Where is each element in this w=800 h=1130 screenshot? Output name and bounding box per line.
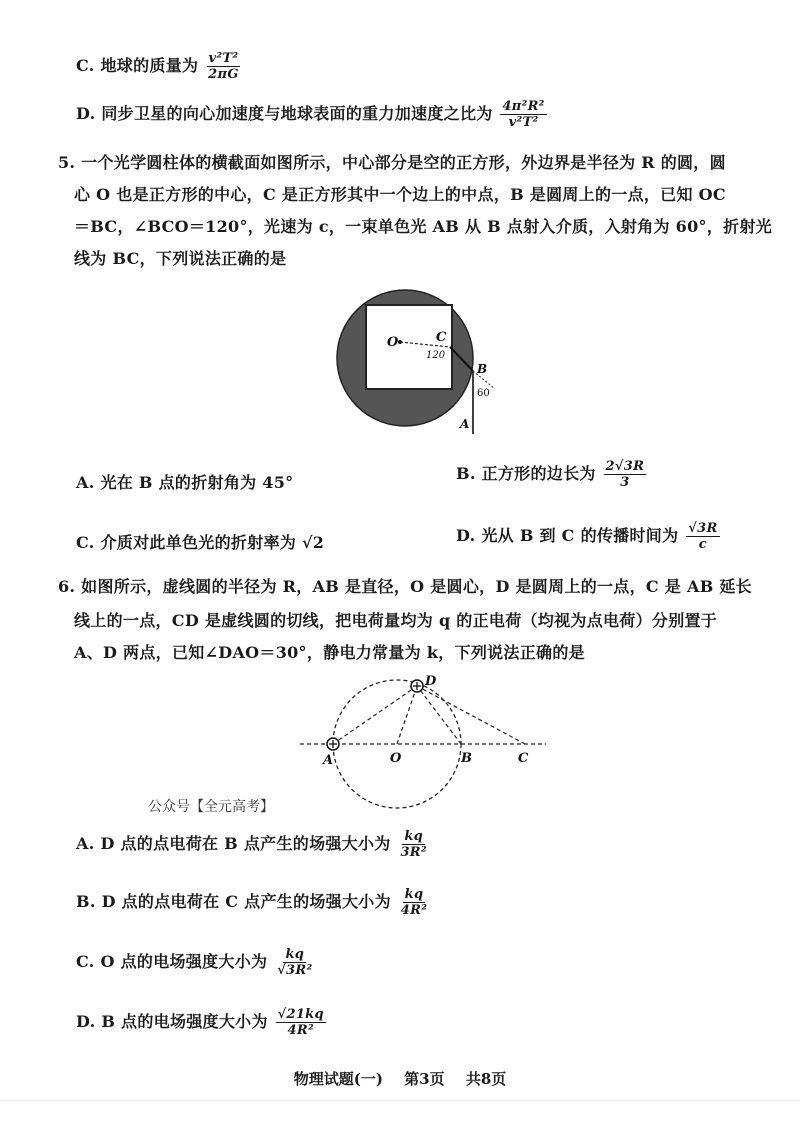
fraction-denominator: 4R²	[400, 903, 428, 918]
fraction-denominator: 4R²	[287, 1023, 314, 1038]
fraction-denominator: 2πG	[208, 67, 239, 82]
q5-option-b-fraction	[604, 460, 647, 489]
footer-total-pages: 共8页	[465, 1070, 507, 1088]
q5-figure	[330, 280, 520, 440]
fraction-denominator: 3R²	[400, 845, 427, 860]
q4-option-d-fraction	[500, 100, 546, 129]
fraction-numerator: √3R	[688, 521, 718, 536]
fraction-denominator: 3	[620, 475, 630, 490]
q5-label-120: 120	[426, 350, 446, 361]
q6-option-d-text: D. B 点的电场强度大小为	[76, 1012, 268, 1031]
q5-option-c-text: C. 介质对此单色光的折射率为	[76, 533, 297, 552]
q5-stem-line-4: 线为 BC，下列说法正确的是	[74, 249, 287, 268]
q5-stem-line-1: 5. 一个光学圆柱体的横截面如图所示，中心部分是空的正方形，外边界是半径为 R 的圆，圆	[58, 153, 726, 172]
watermark-text: 公众号【全元高考】	[148, 799, 274, 815]
q6-option-c[interactable]	[76, 948, 316, 977]
fraction-numerator: v²T²	[208, 51, 239, 66]
q6-option-b[interactable]	[76, 888, 431, 917]
fraction-numerator: kq	[404, 887, 424, 902]
q6-option-d[interactable]	[76, 1008, 328, 1037]
q5-option-b-text: B. 正方形的边长为	[456, 464, 596, 483]
q6-line-ad	[333, 686, 417, 744]
q6-label-b: B	[461, 751, 472, 766]
q5-label-c: C	[436, 330, 447, 345]
q5-label-60: 60	[477, 388, 490, 399]
q5-option-a[interactable]: A. 光在 B 点的折射角为 45°	[76, 473, 294, 492]
q6-option-a-fraction	[398, 830, 428, 859]
q5-option-d-fraction	[686, 522, 719, 551]
q6-option-b-fraction	[399, 888, 429, 917]
q6-option-a[interactable]	[76, 830, 431, 859]
q6-option-c-fraction	[275, 948, 314, 977]
q4-option-d[interactable]	[76, 100, 549, 129]
q4-option-d-text: D. 同步卫星的向心加速度与地球表面的重力加速度之比为	[76, 104, 493, 123]
q4-option-c[interactable]	[76, 52, 243, 81]
q5-option-c-value: √2	[301, 533, 325, 552]
q6-label-c: C	[518, 751, 529, 766]
bottom-divider	[0, 1100, 800, 1101]
q5-label-o: O	[387, 335, 399, 350]
q6-stem-line-3: A、D 两点，已知∠DAO＝30°，静电力常量为 k，下列说法正确的是	[74, 643, 585, 662]
q6-option-a-text: A. D 点的点电荷在 B 点产生的场强大小为	[76, 834, 391, 853]
page-footer	[0, 1068, 800, 1089]
q6-option-b-text: B. D 点的点电荷在 C 点产生的场强大小为	[76, 892, 391, 911]
fraction-denominator: v²T²	[508, 115, 539, 130]
footer-page-number: 第3页	[404, 1070, 445, 1088]
fraction-numerator: √21kq	[277, 1007, 324, 1022]
q5-label-b: B	[477, 362, 488, 376]
q4-option-c-text: C. 地球的质量为	[76, 56, 199, 75]
q5-stem-line-2: 心 O 也是正方形的中心，C 是正方形其中一个边上的中点，B 是圆周上的一点，已知 OC	[74, 185, 726, 204]
fraction-numerator: kq	[285, 947, 305, 962]
q5-stem-line-3: ＝BC，∠BCO＝120°，光速为 c，一束单色光 AB 从 B 点射入介质，入射角为 60°，折射光	[74, 217, 773, 236]
q6-option-c-text: C. O 点的电场强度大小为	[76, 952, 268, 971]
q5-option-b[interactable]	[456, 460, 648, 489]
fraction-denominator: c	[698, 537, 708, 552]
q5-option-c[interactable]	[76, 530, 324, 553]
q6-option-d-fraction	[276, 1008, 326, 1037]
q5-option-d[interactable]	[456, 522, 722, 551]
q6-line-od	[397, 686, 417, 744]
q6-stem-line-2: 线上的一点，CD 是虚线圆的切线，把电荷量均为 q 的正电荷（均视为点电荷）分别置于	[74, 611, 718, 630]
q5-option-d-text: D. 光从 B 到 C 的传播时间为	[456, 526, 679, 545]
fraction-numerator: 2√3R	[605, 459, 645, 474]
q6-charge-a-icon	[327, 738, 339, 750]
fraction-denominator: √3R²	[277, 963, 313, 978]
footer-title: 物理试题(一)	[293, 1070, 383, 1088]
q6-charge-d-icon	[411, 680, 423, 692]
fraction-numerator: kq	[404, 829, 424, 844]
q4-option-c-fraction	[206, 52, 241, 81]
fraction-numerator: 4π²R²	[502, 99, 545, 114]
q6-label-d: D	[425, 674, 437, 689]
q6-label-o: O	[390, 751, 402, 766]
q6-stem-line-1: 6. 如图所示，虚线圆的半径为 R，AB 是直径，O 是圆心，D 是圆周上的一点，C 是 AB 延长	[58, 577, 752, 596]
q6-figure	[298, 672, 550, 812]
q6-line-cd	[417, 686, 525, 744]
q5-label-a: A	[460, 417, 470, 431]
q6-label-a: A	[323, 753, 334, 768]
q5-point-o	[398, 340, 402, 344]
